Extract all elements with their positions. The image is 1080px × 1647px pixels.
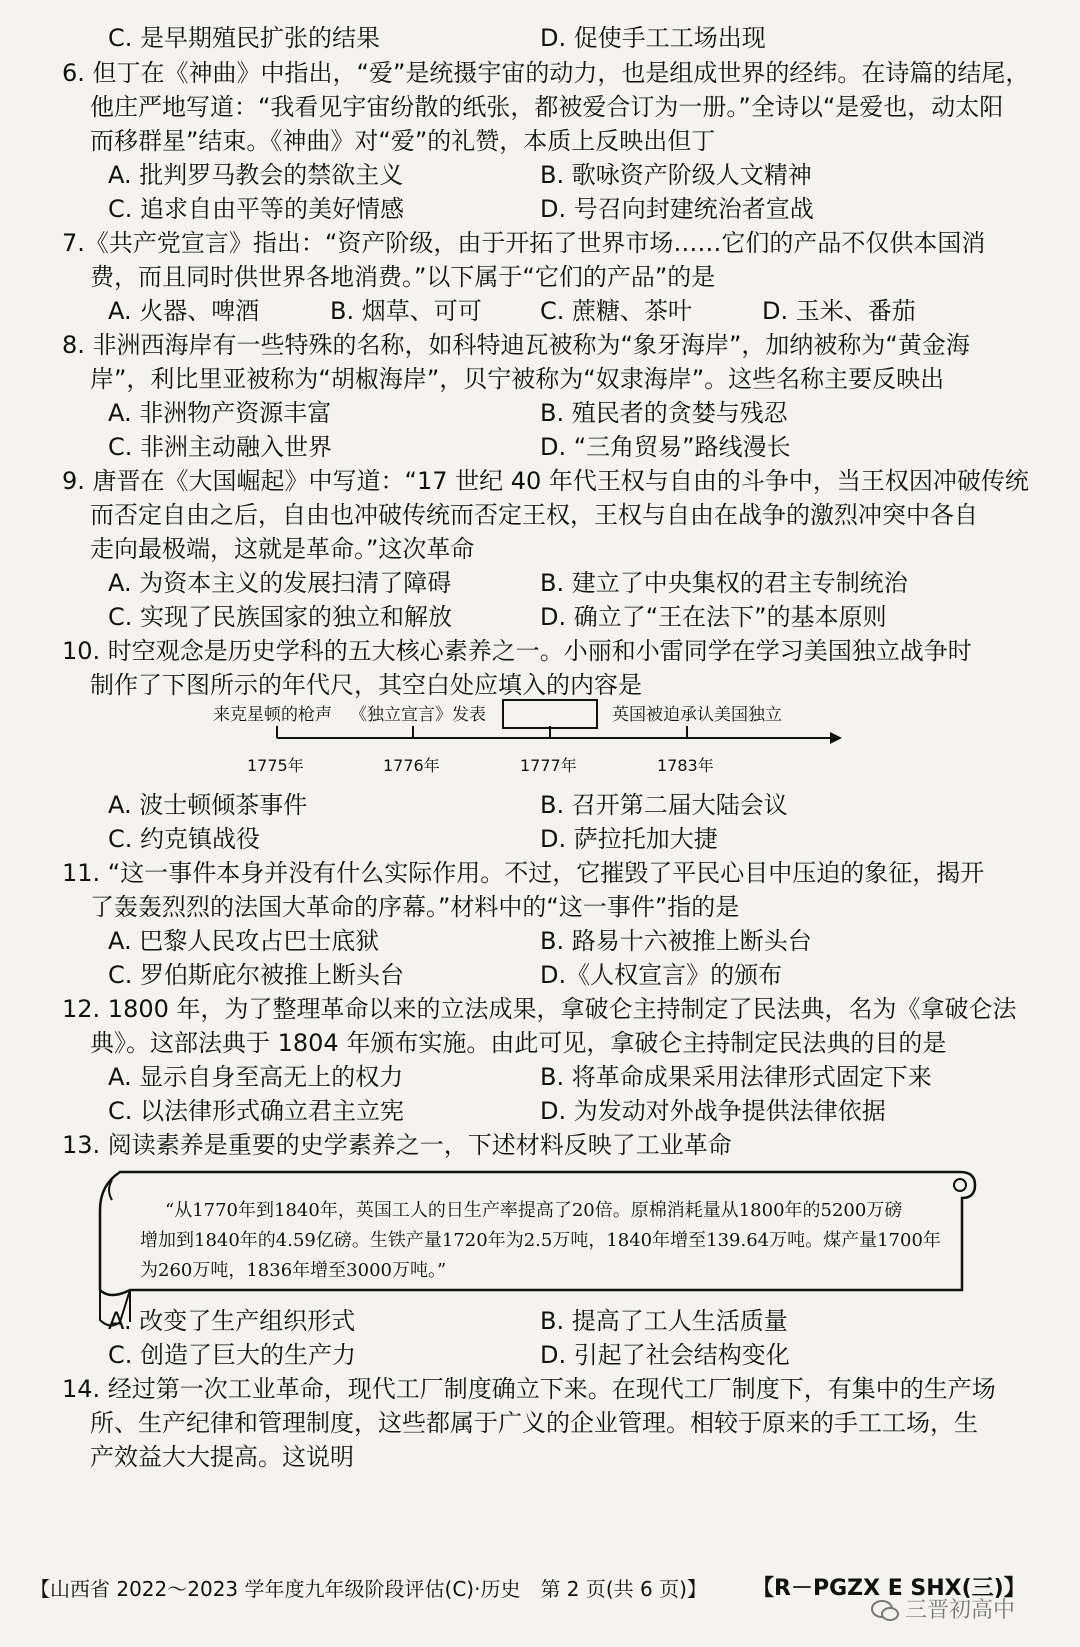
q13-option-a: A. 改变了生产组织形式 [108,1307,356,1335]
q10-stem-line: 10. 时空观念是历史学科的五大核心素养之一。小丽和小雷同学在学习美国独立战争时 [62,637,972,665]
q8-option-b: B. 殖民者的贪婪与残忍 [540,399,788,427]
q10-option-b: B. 召开第二届大陆会议 [540,791,788,819]
q5-option-d: D. 促使手工工场出现 [540,24,766,52]
q12-option-a: A. 显示自身至高无上的权力 [108,1063,404,1091]
q13-option-d: D. 引起了社会结构变化 [540,1341,790,1369]
q6-option-c: C. 追求自由平等的美好情感 [108,195,405,223]
timeline-year-label: 1776年 [383,756,440,775]
q9-stem-line: 9. 唐晋在《大国崛起》中写道：“17 世纪 40 年代王权与自由的斗争中，当王权因冲破传统 [62,467,1029,495]
q13-material-line: “从1770年到1840年，英国工人的日生产率提高了20倍。原棉消耗量从1800年的5200万磅 [165,1200,903,1221]
q8-stem-line: 8. 非洲西海岸有一些特殊的名称，如科特迪瓦被称为“象牙海岸”，加纳被称为“黄金海 [62,331,970,359]
q14-stem-line: 14. 经过第一次工业革命，现代工厂制度确立下来。在现代工厂制度下，有集中的生产场 [62,1375,996,1403]
q13-option-b: B. 提高了工人生活质量 [540,1307,788,1335]
q12-stem-line: 典》。这部法典于 1804 年颁布实施。由此可见，拿破仑主持制定民法典的目的是 [90,1029,947,1057]
q9-option-b: B. 建立了中央集权的君主专制统治 [540,569,908,597]
q9-stem-line: 走向最极端，这就是革命。”这次革命 [90,535,475,563]
q7-option-d: D. 玉米、番茄 [762,297,916,325]
q14-stem-line: 所、生产纪律和管理制度，这些都属于广义的企业管理。相较于原来的手工工场，生 [90,1409,978,1437]
q9-option-a: A. 为资本主义的发展扫清了障碍 [108,569,452,597]
q6-option-d: D. 号召向封建统治者宣战 [540,195,814,223]
timeline-event-label: 《独立宣言》发表 [350,705,486,725]
q14-stem-line: 产效益大大提高。这说明 [90,1443,354,1471]
q5-option-c: C. 是早期殖民扩张的结果 [108,24,381,52]
q6-option-a: A. 批判罗马教会的禁欲主义 [108,161,404,189]
q12-option-c: C. 以法律形式确立君主立宪 [108,1097,405,1125]
q13-material-line: 增加到1840年的4.59亿磅。生铁产量1720年为2.5万吨，1840年增至139.64万吨。煤产量1700年 [140,1230,941,1251]
footer-code: 【R－PGZX E SHX(三)】 [752,1576,1026,1601]
timeline-event-label: 英国被迫承认美国独立 [612,705,782,725]
q11-option-a: A. 巴黎人民攻占巴士底狱 [108,927,380,955]
q7-option-a: A. 火器、啤酒 [108,297,260,325]
q7-stem-line: 费，而且同时供世界各地消费。”以下属于“它们的产品”的是 [90,263,716,291]
q10-stem-line: 制作了下图所示的年代尺，其空白处应填入的内容是 [90,671,642,699]
q8-option-d: D. “三角贸易”路线漫长 [540,433,791,461]
timeline-year-label: 1783年 [657,756,714,775]
q12-option-b: B. 将革命成果采用法律形式固定下来 [540,1063,932,1091]
q11-stem-line: 11. “这一事件本身并没有什么实际作用。不过，它摧毁了平民心目中压迫的象征，揭开 [62,859,985,887]
q11-option-c: C. 罗伯斯庇尔被推上断头台 [108,961,405,989]
q7-stem-line: 7.《共产党宣言》指出：“资产阶级，由于开拓了世界市场……它们的产品不仅供本国消 [62,229,986,257]
q7-option-c: C. 蔗糖、茶叶 [540,297,693,325]
q8-option-a: A. 非洲物产资源丰富 [108,399,332,427]
q8-option-c: C. 非洲主动融入世界 [108,433,333,461]
timeline-event-label: 来克星顿的枪声 [213,705,332,725]
q6-stem-line: 6. 但丁在《神曲》中指出，“爱”是统摄宇宙的动力，也是组成世界的经纬。在诗篇的结尾， [62,59,1030,87]
watermark-text: 三晋初高中 [905,1598,1016,1623]
q9-stem-line: 而否定自由之后，自由也冲破传统而否定王权，王权与自由在战争的激烈冲突中各自 [90,501,978,529]
q12-option-d: D. 为发动对外战争提供法律依据 [540,1097,886,1125]
footer-exam-info: 【山西省 2022～2023 学年度九年级阶段评估(C)·历史 第 2 页(共 6 页)】 [30,1577,707,1601]
timeline-year-label: 1775年 [247,756,304,775]
q6-stem-line: 而移群星”结束。《神曲》对“爱”的礼赞，本质上反映出但丁 [90,127,716,155]
q10-option-d: D. 萨拉托加大捷 [540,825,718,853]
q11-option-d: D.《人权宣言》的颁布 [540,961,783,989]
q11-option-b: B. 路易十六被推上断头台 [540,927,812,955]
q6-option-b: B. 歌咏资产阶级人文精神 [540,161,812,189]
q9-option-d: D. 确立了“王在法下”的基本原则 [540,603,887,631]
q13-material-line: 为260万吨，1836年增至3000万吨。” [140,1260,447,1281]
q13-option-c: C. 创造了巨大的生产力 [108,1341,357,1369]
timeline-year-label: 1777年 [520,756,577,775]
q7-option-b: B. 烟草、可可 [330,297,482,325]
wechat-icon [870,1598,900,1624]
q13-stem-line: 13. 阅读素养是重要的史学素养之一，下述材料反映了工业革命 [62,1131,732,1159]
q6-stem-line: 他庄严地写道：“我看见宇宙纷散的纸张，都被爱合订为一册。”全诗以“是爱也，动太阳 [90,93,1004,121]
q8-stem-line: 岸”，利比里亚被称为“胡椒海岸”，贝宁被称为“奴隶海岸”。这些名称主要反映出 [90,365,945,393]
q10-option-c: C. 约克镇战役 [108,825,261,853]
q12-stem-line: 12. 1800 年，为了整理革命以来的立法成果，拿破仑主持制定了民法典，名为《拿破仑法 [62,995,1017,1023]
q10-option-a: A. 波士顿倾茶事件 [108,791,308,819]
q11-stem-line: 了轰轰烈烈的法国大革命的序幕。”材料中的“这一事件”指的是 [90,893,740,921]
q9-option-c: C. 实现了民族国家的独立和解放 [108,603,453,631]
